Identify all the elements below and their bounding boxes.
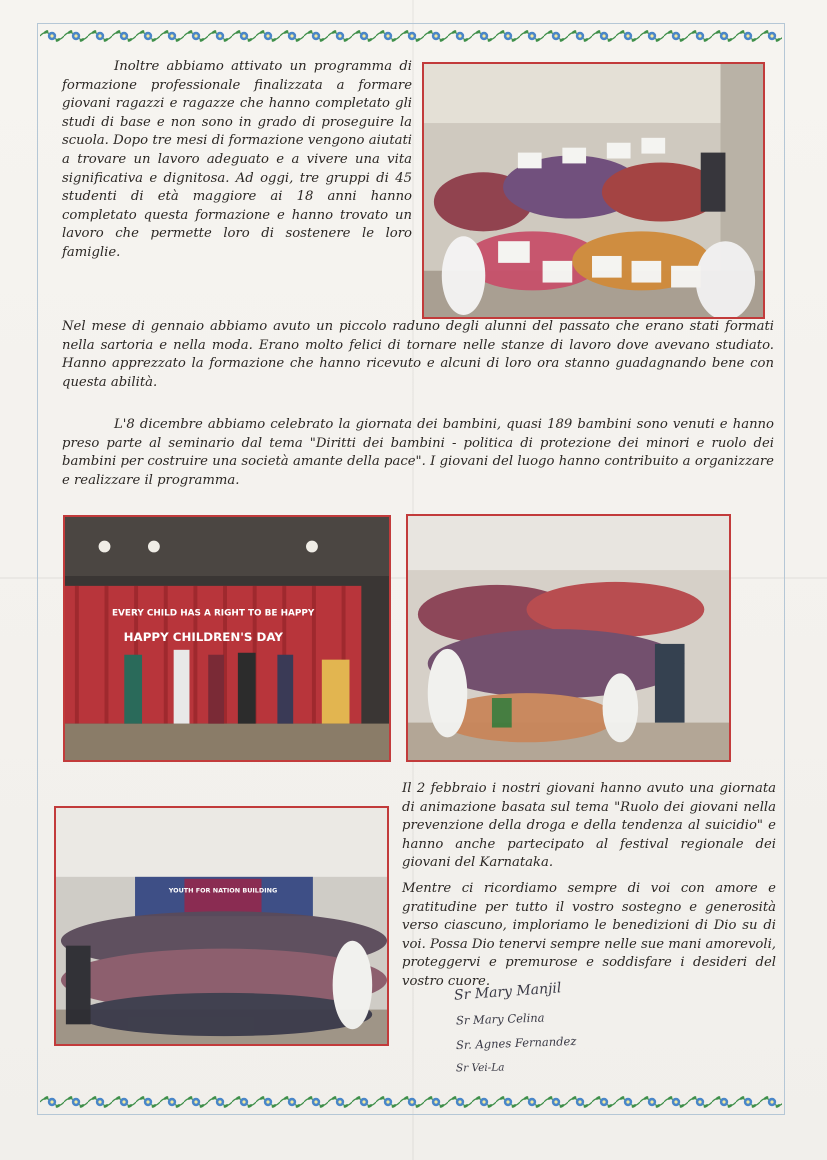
photo-youth-group — [54, 806, 389, 1046]
flower-vine-icon — [40, 26, 782, 46]
stage-banner-top: EVERY CHILD HAS A RIGHT TO BE HAPPY — [111, 608, 315, 619]
paragraph-vocational-training: Inoltre abbiamo attivato un programma di formazione professionale finalizzata a formare giovani ragazzi e ragazze che hanno completato gli studi di base e non sono in grado di proseguire la scuola. Dopo tre mesi di formazione vengono aiutati a trovare un lavoro adeguato e a vivere una vita significativa e dignitosa. Ad oggi, tre gruppi di 45 studenti di età maggiore ai 18 anni hanno completato questa formazione e hanno trovato un lavoro che permette loro di sostenere le loro famiglie. — [62, 59, 412, 260]
stage-banner-bottom: HAPPY CHILDREN'S DAY — [123, 629, 283, 644]
signature-3: Sr. Agnes Fernandez — [455, 1033, 577, 1053]
paragraph-childrens-day: L'8 dicembre abbiamo celebrato la giornata dei bambini, quasi 189 bambini sono venuti e hanno preso parte al seminario dal tema "Diritti dei bambini - politica di protezione dei minori e ruolo dei bambini per costruire una società amante della pace". I giovani del luogo hanno contribuito a organizzare e realizzare il programma. — [62, 417, 774, 488]
photo-childrens-day-stage — [63, 515, 391, 762]
signature-2: Sr Mary Celina — [455, 1010, 545, 1028]
photo-childrens-day-group — [406, 514, 731, 762]
paragraph-youth-animation: Il 2 febbraio i nostri giovani hanno avuto una giornata di animazione basata sul tema "Ruolo dei giovani nella prevenzione della droga e della tendenza al suicidio" e hanno anche partecipato al festival regionale dei giovani del Karnataka. — [402, 781, 776, 871]
signature-4: Sr Vei-La — [455, 1061, 505, 1075]
hall-banner: YOUTH FOR NATION BUILDING — [168, 886, 278, 895]
flower-vine-icon — [40, 1092, 782, 1112]
paragraph-closing-blessing: Mentre ci ricordiamo sempre di voi con amore e gratitudine per tutto il vostro sostegno e generosità verso ciascuno, imploriamo le benedizioni di Dio su di voi. Possa Dio tenervi sempre nelle sue mani amorevoli, proteggervi e premurose e soddisfare i desideri del vostro cuore. — [402, 881, 776, 989]
signature-1: Sr Mary Manjil — [453, 980, 562, 1004]
photo-vocational-graduates — [422, 62, 765, 319]
signatures-block — [453, 980, 654, 1084]
paragraph-alumni-gathering: Nel mese di gennaio abbiamo avuto un piccolo raduno degli alunni del passato che erano stati formati nella sartoria e nella moda. Erano molto felici di tornare nelle stanze di lavoro dove avevano studiato. Hanno apprezzato la formazione che hanno ricevuto e alcuni di loro ora stanno guadagnando bene con questa abilità. — [62, 319, 774, 390]
